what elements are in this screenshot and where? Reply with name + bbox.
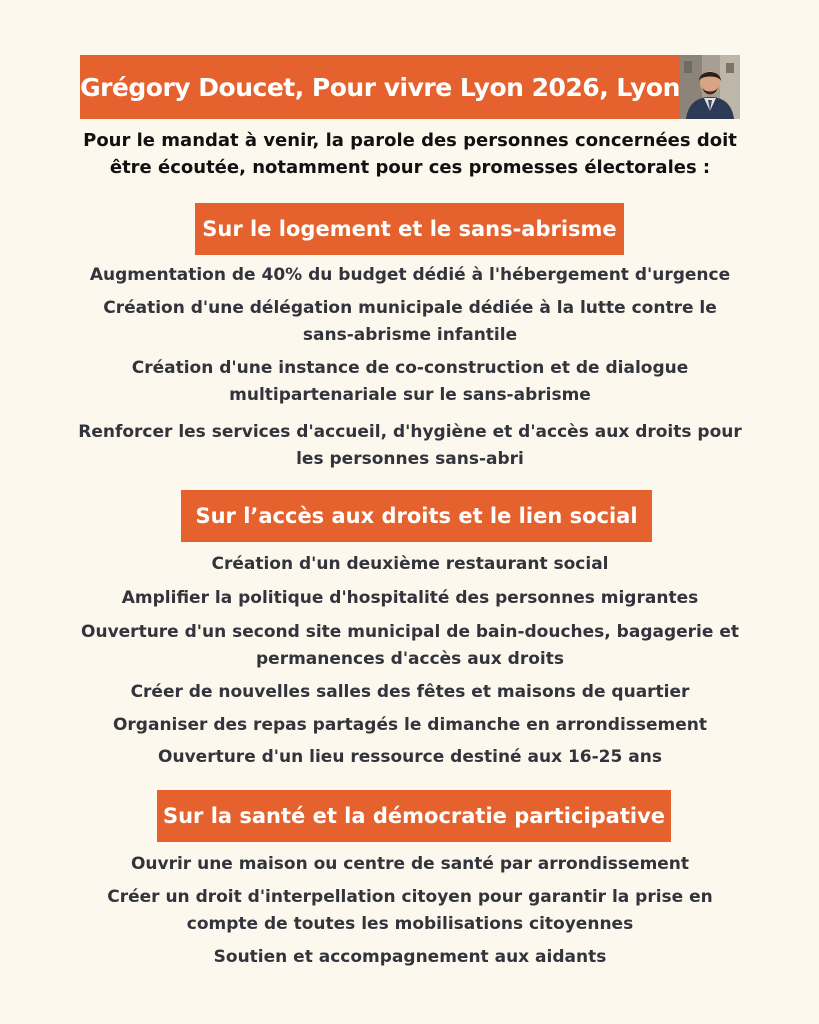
section-title: Sur l’accès aux droits et le lien social	[195, 504, 638, 528]
section-header-health	[157, 790, 671, 842]
list-item: Création d'un deuxième restaurant social	[211, 554, 609, 574]
list-item: Ouverture d'un second site municipal de bain-douches, bagagerie et permanences d'accès aux droits	[81, 622, 739, 669]
list-item: Soutien et accompagnement aux aidants	[213, 947, 607, 967]
list-item: Organiser des repas partagés le dimanche en arrondissement	[112, 715, 708, 735]
list-item: Ouvrir une maison ou centre de santé par arrondissement	[130, 854, 690, 874]
section-title: Sur le logement et le sans-abrisme	[202, 217, 617, 241]
portrait-icon	[680, 55, 740, 119]
list-item: Création d'une instance de co-construction et de dialogue multipartenariale sur le sans-abrisme	[131, 358, 689, 405]
list-item: Création d'une délégation municipale dédiée à la lutte contre le sans-abrisme infantile	[103, 298, 717, 345]
section-header-housing	[195, 203, 624, 255]
list-item: Renforcer les services d'accueil, d'hygiène et d'accès aux droits pour les personnes sans-abri	[78, 422, 742, 469]
title-banner	[80, 55, 680, 119]
section-title: Sur la santé et la démocratie participative	[162, 804, 666, 828]
page-title: Grégory Doucet, Pour vivre Lyon 2026, Lyon	[80, 72, 680, 102]
list-item: Amplifier la politique d'hospitalité des personnes migrantes	[121, 588, 699, 608]
list-item: Augmentation de 40% du budget dédié à l'hébergement d'urgence	[89, 265, 731, 285]
section-header-rights	[181, 490, 652, 542]
list-item: Créer de nouvelles salles des fêtes et maisons de quartier	[130, 682, 690, 702]
list-item: Ouverture d'un lieu ressource destiné aux 16-25 ans	[158, 747, 662, 767]
candidate-photo	[680, 55, 740, 119]
intro-text: Pour le mandat à venir, la parole des personnes concernées doit être écoutée, notamment pour ces promesses électorales :	[83, 130, 737, 178]
list-item: Créer un droit d'interpellation citoyen pour garantir la prise en compte de toutes les mobilisations citoyennes	[107, 887, 713, 934]
